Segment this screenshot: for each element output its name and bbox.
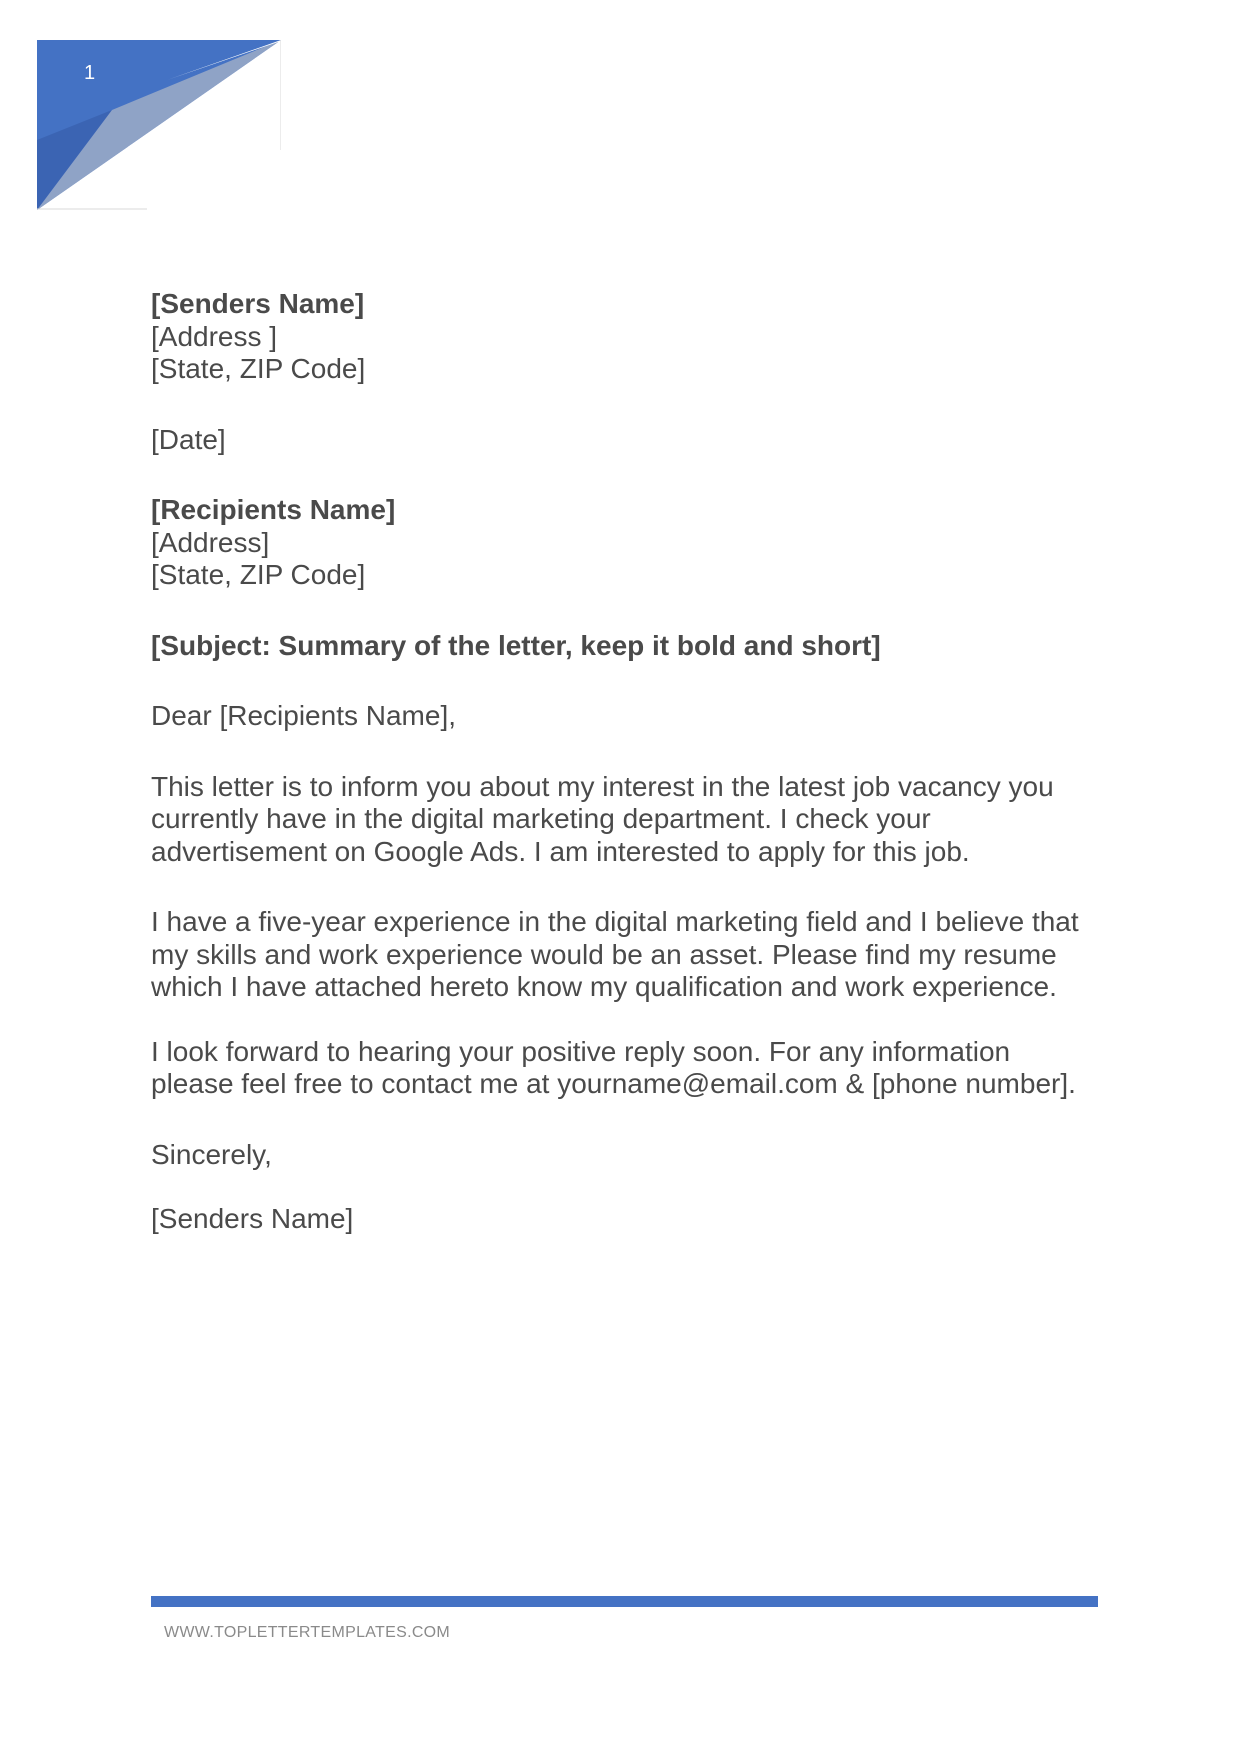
- paragraph-line: which I have attached hereto know my qualification and work experience.: [151, 971, 1057, 1002]
- subject-block: [151, 630, 1101, 663]
- sender-state-zip: [State, ZIP Code]: [151, 353, 366, 384]
- closing-block: [151, 1139, 1101, 1172]
- footer-website: WWW.TOPLETTERTEMPLATES.COM: [164, 1624, 451, 1641]
- date-block: [151, 424, 1101, 457]
- letter-date: [Date]: [151, 423, 226, 455]
- sender-name: [Senders Name]: [151, 288, 365, 319]
- paragraph-line: advertisement on Google Ads. I am interested to apply for this job.: [151, 835, 970, 867]
- recipient-name: [Recipients Name]: [151, 494, 396, 525]
- paragraph-3: [151, 1036, 1101, 1101]
- letter-body: [151, 288, 1101, 1236]
- sender-address: [Address ]: [151, 320, 278, 352]
- paragraph-line: I have a five-year experience in the digital marketing field and I believe that: [151, 906, 1079, 937]
- salutation: Dear [Recipients Name],: [151, 700, 457, 731]
- signature-block: [151, 1203, 1101, 1236]
- signature-name: [Senders Name]: [151, 1203, 354, 1234]
- paragraph-line: please feel free to contact me at yourname@email.com & [phone number].: [151, 1068, 1076, 1099]
- closing: Sincerely,: [151, 1138, 272, 1170]
- paragraph-line: This letter is to inform you about my interest in the latest job vacancy you: [151, 770, 1054, 802]
- page-number: 1: [84, 62, 96, 84]
- recipient-address: [Address]: [151, 526, 270, 558]
- paragraph-line: I look forward to hearing your positive reply soon. For any information: [151, 1035, 1011, 1067]
- recipient-block: [151, 494, 1101, 592]
- sender-block: [151, 288, 1101, 386]
- footer-rule: [151, 1596, 1098, 1607]
- subject-line: [Subject: Summary of the letter, keep it bold and short]: [151, 629, 881, 661]
- paragraph-1: [151, 771, 1101, 869]
- paragraph-line: currently have in the digital marketing department. I check your: [151, 803, 931, 834]
- recipient-state-zip: [State, ZIP Code]: [151, 559, 366, 590]
- salutation-block: [151, 700, 1101, 733]
- corner-decoration: [37, 40, 281, 210]
- corner-triangle-graphic: [37, 40, 281, 210]
- paragraph-2: [151, 906, 1101, 1004]
- paragraph-line: my skills and work experience would be an asset. Please find my resume: [151, 938, 1057, 970]
